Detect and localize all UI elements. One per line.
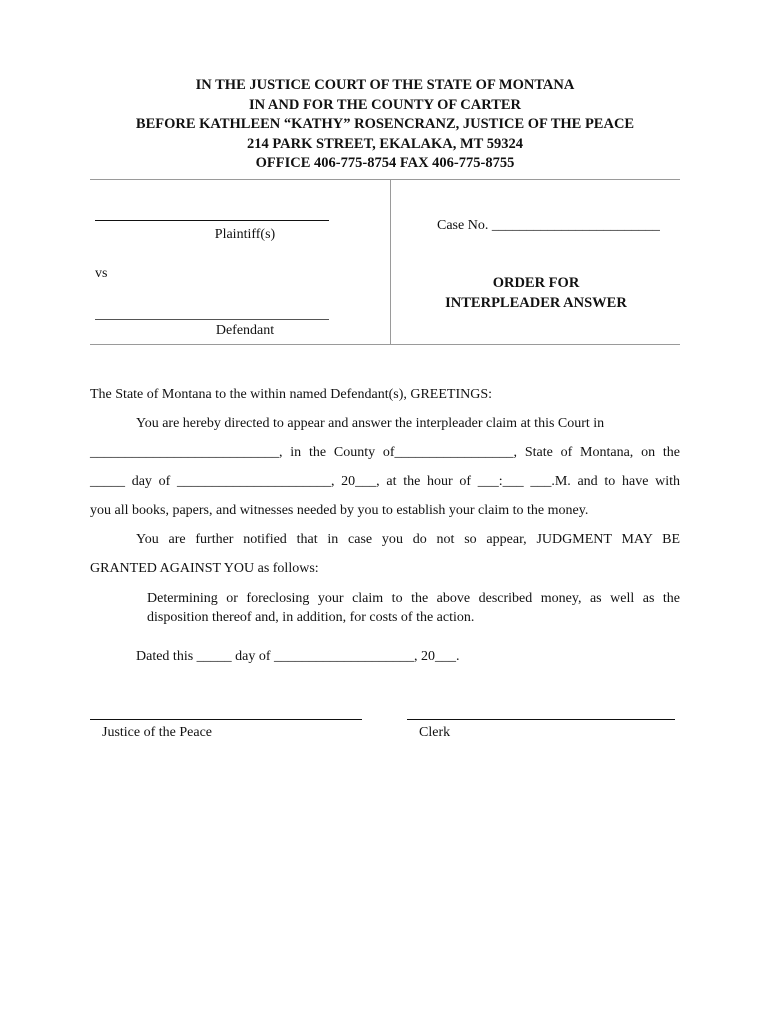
clerk-signature-label: Clerk — [419, 725, 451, 740]
judgment-terms-line2: disposition thereof and, in addition, for costs of the action. — [147, 610, 475, 625]
plaintiff-name-line — [95, 220, 329, 221]
judgment-terms-line1: Determining or foreclosing your claim to the above described money, as well as the — [147, 591, 680, 606]
notice-paragraph-line1: You are further notified that in case you do not so appear, JUDGMENT MAY BE — [136, 532, 680, 547]
appear-paragraph-line1: You are hereby directed to appear and answer the interpleader claim at this Court in — [136, 416, 605, 431]
justice-signature-label: Justice of the Peace — [102, 725, 213, 740]
case-number-field: Case No. ________________________ — [437, 218, 660, 233]
appear-paragraph-line2: ___________________________, in the County of_________________, State of Montana, on the — [90, 445, 680, 460]
header-address: 214 PARK STREET, EKALAKA, MT 59324 — [247, 135, 523, 152]
court-header — [90, 76, 680, 174]
caption-bottom-rule — [90, 344, 680, 345]
clerk-signature-line — [407, 719, 675, 720]
notice-paragraph-line2: GRANTED AGAINST YOU as follows: — [90, 561, 319, 576]
caption-top-rule — [90, 179, 680, 180]
justice-signature-line — [90, 719, 362, 720]
document-title — [392, 273, 680, 313]
header-phone-fax: OFFICE 406-775-8754 FAX 406-775-8755 — [255, 155, 515, 171]
greeting-text: The State of Montana to the within named Defendant(s), GREETINGS: — [90, 387, 493, 402]
appear-paragraph-line3: _____ day of ______________________, 20___, at the hour of ___:___ ___.M. and to have with — [90, 474, 680, 489]
appear-paragraph-line4: you all books, papers, and witnesses needed by you to establish your claim to the money. — [90, 503, 589, 518]
defendant-name-line — [95, 319, 329, 320]
defendant-label: Defendant — [215, 323, 275, 338]
judgment-terms — [147, 589, 680, 627]
dated-line: Dated this _____ day of ____________________, 20___. — [136, 649, 460, 664]
header-court-name: IN THE JUSTICE COURT OF THE STATE OF MONTANA — [195, 77, 575, 93]
document-title-line2: INTERPLEADER ANSWER — [445, 295, 627, 311]
header-judge: BEFORE KATHLEEN “KATHY” ROSENCRANZ, JUSTICE OF THE PEACE — [135, 116, 635, 132]
header-county: IN AND FOR THE COUNTY OF CARTER — [248, 96, 522, 113]
caption-divider — [390, 179, 391, 344]
vs-label: vs — [95, 266, 108, 281]
document-title-line1: ORDER FOR — [492, 275, 580, 291]
plaintiff-label: Plaintiff(s) — [214, 227, 276, 242]
